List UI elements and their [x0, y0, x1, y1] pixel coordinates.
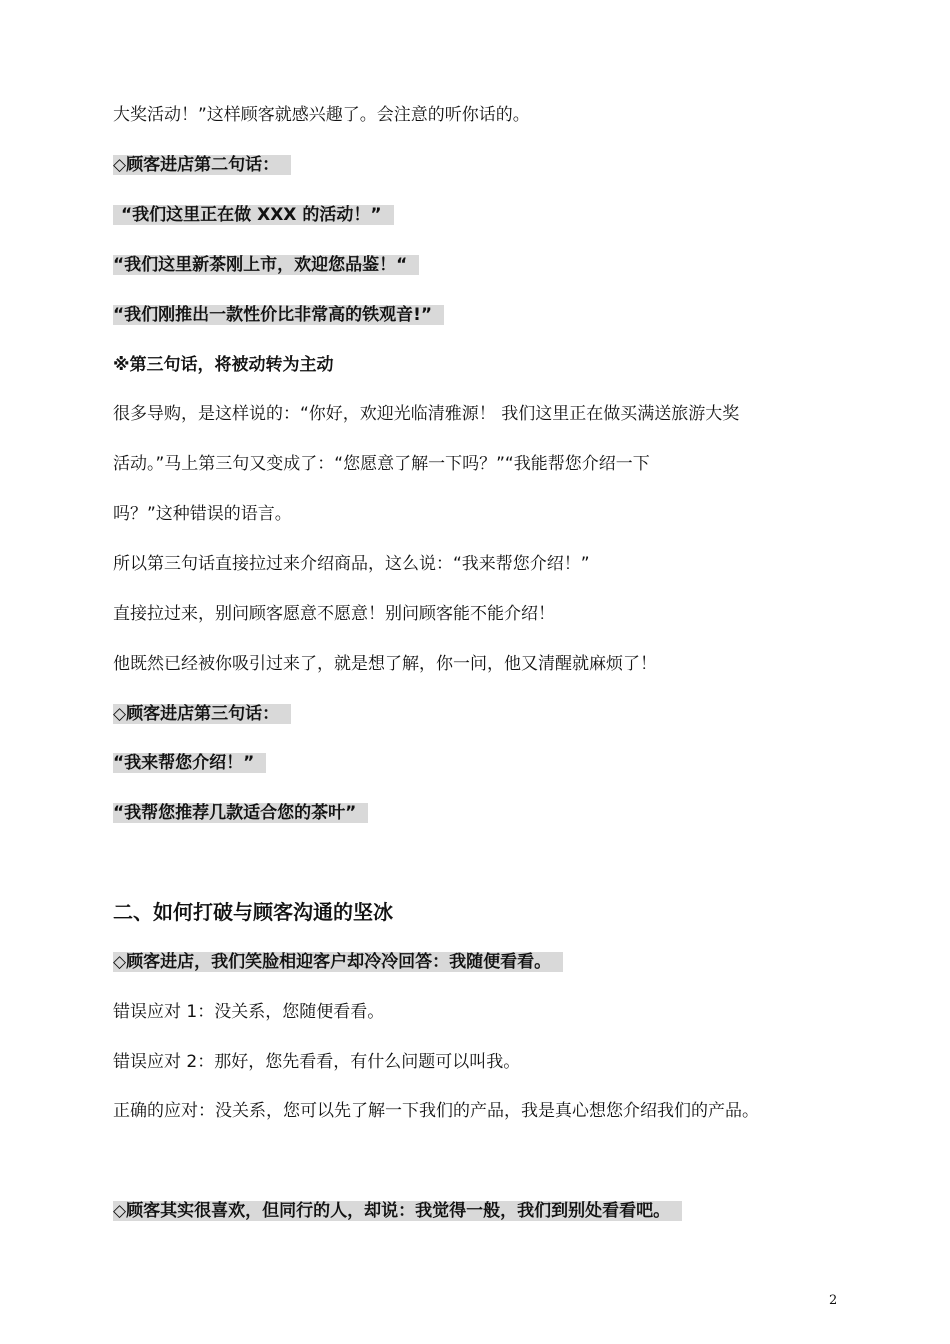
page-number: 2 [829, 1293, 838, 1308]
quote-line: “我们刚推出一款性价比非常高的铁观音!” [113, 303, 444, 327]
quote-line: “我帮您推荐几款适合您的茶叶” [113, 801, 368, 825]
body-text: 很多导购，是这样说的：“你好，欢迎光临清雅源！ 我们这里正在做买满送旅游大奖 [113, 404, 740, 424]
section-heading: ◇顾客其实很喜欢，但同行的人，却说：我觉得一般，我们到别处看看吧。 [113, 1199, 682, 1223]
section-heading: ◇顾客进店第三句话： [113, 702, 291, 726]
quote-line: “我们这里新茶刚上市，欢迎您品鉴！“ [113, 253, 419, 277]
chapter-title: 二、如何打破与顾客沟通的坚冰 [113, 900, 393, 924]
subheading: ※第三句话，将被动转为主动 [113, 355, 334, 375]
body-text: 活动。”马上第三句又变成了：“您愿意了解一下吗？”“我能帮您介绍一下 [113, 454, 650, 474]
body-text: 他既然已经被你吸引过来了，就是想了解，你一问，他又清醒就麻烦了！ [113, 654, 657, 674]
section-heading: ◇顾客进店第二句话： [113, 153, 291, 177]
quote-line: “我来帮您介绍！” [113, 751, 266, 775]
body-text: 吗？”这种错误的语言。 [113, 504, 292, 524]
body-text: 直接拉过来，别问顾客愿意不愿意！别问顾客能不能介绍！ [113, 604, 555, 624]
body-text: 错误应对 1：没关系，您随便看看。 [113, 1002, 385, 1022]
section-heading: ◇顾客进店，我们笑脸相迎客户却冷冷回答：我随便看看。 [113, 950, 563, 974]
body-text: 大奖活动！”这样顾客就感兴趣了。会注意的听你话的。 [113, 105, 530, 125]
quote-line: “我们这里正在做 XXX 的活动！” [113, 203, 394, 227]
body-text: 所以第三句话直接拉过来介绍商品，这么说：“我来帮您介绍！” [113, 554, 590, 574]
body-text: 正确的应对：没关系，您可以先了解一下我们的产品，我是真心想您介绍我们的产品。 [113, 1101, 759, 1121]
body-text: 错误应对 2：那好，您先看看，有什么问题可以叫我。 [113, 1052, 521, 1072]
